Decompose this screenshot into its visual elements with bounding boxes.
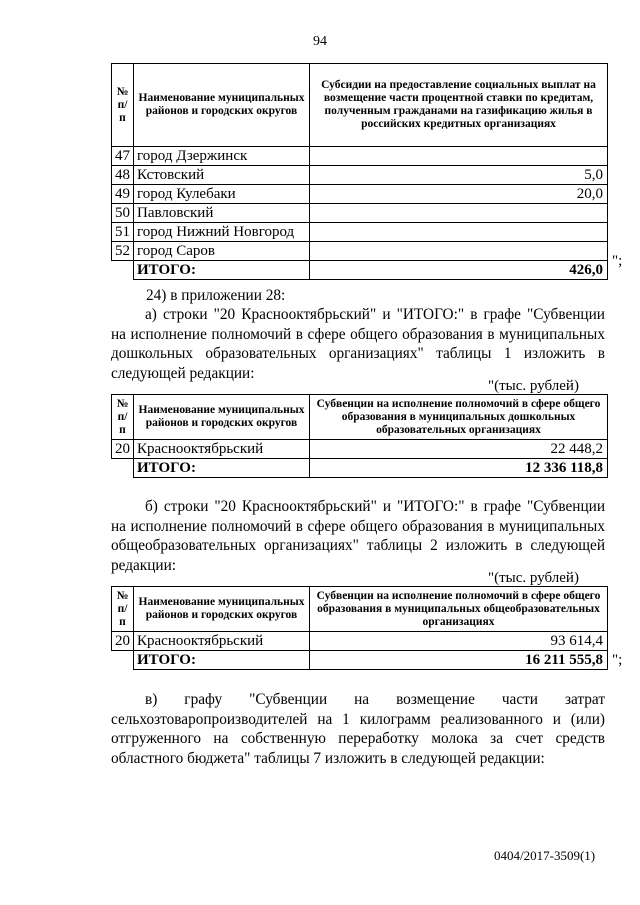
table-row: [112, 185, 608, 204]
table-row: [112, 223, 608, 242]
header-num: № п/п: [112, 587, 134, 632]
table-row: [112, 242, 608, 261]
header-num: № п/п: [112, 64, 134, 147]
total-row: [112, 651, 608, 670]
units-label: "(тыс. рублей): [488, 378, 579, 394]
table-row: [112, 147, 608, 166]
total-value: 426,0: [310, 261, 608, 280]
paragraph-24: 24) в приложении 28:: [146, 287, 286, 304]
row-name: город Дзержинск: [134, 147, 310, 166]
table-row: [112, 204, 608, 223]
total-label: ИТОГО:: [134, 261, 310, 280]
row-value: [310, 147, 608, 166]
row-value: 5,0: [310, 166, 608, 185]
row-value: 22 448,2: [310, 440, 608, 459]
total-label: ИТОГО:: [134, 651, 310, 670]
total-label: ИТОГО:: [134, 459, 310, 478]
row-num: 48: [112, 166, 134, 185]
total-value: 12 336 118,8: [310, 459, 608, 478]
header-name: Наименование муниципальных районов и городских округов: [134, 587, 310, 632]
units-label: "(тыс. рублей): [488, 570, 579, 586]
document-code: 0404/2017-3509(1): [494, 848, 596, 863]
header-value: Субвенции на исполнение полномочий в сфере общего образования в муниципальных общеобразовательных организациях: [310, 587, 608, 632]
table-row: [112, 632, 608, 651]
row-name: Павловский: [134, 204, 310, 223]
subsidy-table-gasification: [111, 63, 608, 280]
total-value: 16 211 555,8: [310, 651, 608, 670]
table-row: [112, 166, 608, 185]
header-name: Наименование муниципальных районов и городских округов: [134, 395, 310, 440]
subvention-table-general-education: [111, 586, 608, 670]
row-name: Краснооктябрьский: [134, 632, 310, 651]
closing-quote: ";: [612, 652, 623, 668]
paragraph-c: в) графу "Субвенции на возмещение части затрат сельхозтоваропроизводителей на 1 килограмм реализованного и (или) отгруженного на собственную переработку молока за счет средств областного бюджета" таблицы 7 изложить в следующей редакции:: [111, 691, 605, 767]
header-num: № п/п: [112, 395, 134, 440]
row-name: город Нижний Новгород: [134, 223, 310, 242]
header-value: Субсидии на предоставление социальных выплат на возмещение части процентной ставки по кредитам, полученным гражданами на газификацию жилья в российских кредитных организациях: [310, 64, 608, 147]
row-value: [310, 242, 608, 261]
row-value: 93 614,4: [310, 632, 608, 651]
total-row: [112, 261, 608, 280]
row-num: 47: [112, 147, 134, 166]
row-name: Кстовский: [134, 166, 310, 185]
total-row: [112, 459, 608, 478]
closing-quote: ";: [612, 253, 623, 269]
row-num: 20: [112, 440, 134, 459]
header-value: Субвенции на исполнение полномочий в сфере общего образования в муниципальных дошкольных образовательных организациях: [310, 395, 608, 440]
page-number: 94: [313, 34, 327, 49]
row-num: 51: [112, 223, 134, 242]
paragraph-a: а) строки "20 Краснооктябрьский" и "ИТОГО:" в графе "Субвенции на исполнение полномочий в сфере общего образования в муниципальных дошкольных образовательных организациях" таблицы 1 изложить в следующей редакции:: [111, 306, 605, 382]
row-num: 50: [112, 204, 134, 223]
table-row: [112, 440, 608, 459]
row-num: 20: [112, 632, 134, 651]
row-name: город Саров: [134, 242, 310, 261]
row-name: Краснооктябрьский: [134, 440, 310, 459]
row-value: [310, 204, 608, 223]
paragraph-b: б) строки "20 Краснооктябрьский" и "ИТОГО:" в графе "Субвенции на исполнение полномочий в сфере общего образования в муниципальных общеобразовательных организациях" таблицы 2 изложить в следующей редакции:: [111, 498, 605, 574]
subvention-table-preschool: [111, 394, 608, 478]
header-name: Наименование муниципальных районов и городских округов: [134, 64, 310, 147]
row-num: 49: [112, 185, 134, 204]
row-name: город Кулебаки: [134, 185, 310, 204]
row-num: 52: [112, 242, 134, 261]
row-value: [310, 223, 608, 242]
row-value: 20,0: [310, 185, 608, 204]
